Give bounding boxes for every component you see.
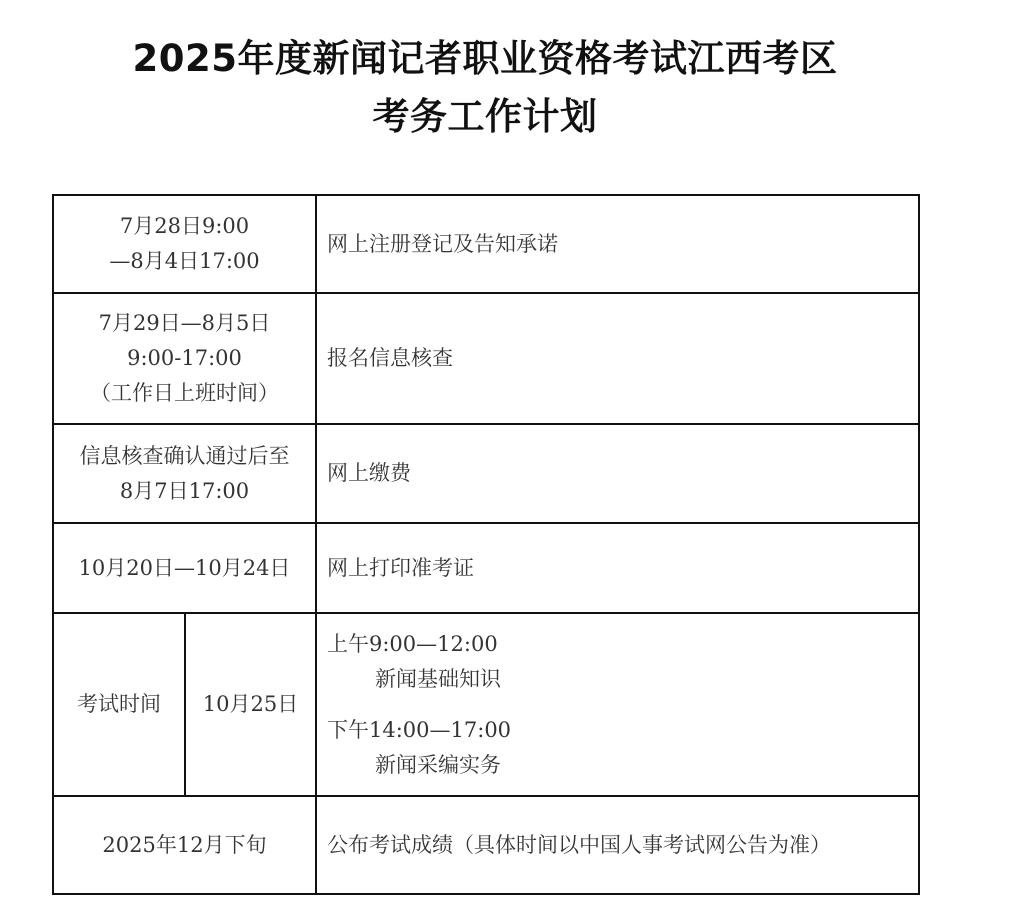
date-cell: 2025年12月下旬 [53, 796, 316, 894]
date-cell [53, 195, 316, 293]
date-line: 10月20日—10月24日 [78, 555, 291, 580]
table-row [53, 293, 919, 424]
session-time: 上午9:00—12:00 [327, 631, 498, 656]
date-line: （工作日上班时间） [90, 381, 279, 405]
event-cell: 网上缴费 [316, 424, 919, 523]
table-row [53, 195, 919, 293]
date-line: —8月4日17:00 [109, 249, 260, 273]
session-subject: 新闻采编实务 [375, 752, 501, 777]
date-cell [53, 424, 316, 523]
date-line: 信息核查确认通过后至 [79, 443, 290, 468]
session-time: 下午14:00—17:00 [327, 717, 512, 742]
exam-session-morning [327, 627, 908, 697]
table-row [53, 424, 919, 523]
exam-label-cell: 考试时间 [53, 613, 185, 796]
exam-date-cell: 10月25日 [185, 613, 316, 796]
table-row [53, 796, 919, 894]
date-line: 7月29日—8月5日 [98, 311, 271, 335]
event-cell: 公布考试成绩（具体时间以中国人事考试网公告为准） [316, 796, 919, 894]
event-cell: 报名信息核查 [316, 293, 919, 424]
date-line: 7月28日9:00 [119, 214, 250, 238]
exam-row [53, 613, 919, 796]
date-line: 9:00-17:00 [127, 346, 242, 370]
date-line: 8月7日17:00 [119, 478, 250, 503]
title-line-1: 2025年度新闻记者职业资格考试江西考区 [132, 37, 838, 80]
date-cell [53, 523, 316, 613]
document-title [0, 30, 970, 146]
event-cell: 网上注册登记及告知承诺 [316, 195, 919, 293]
date-cell [53, 293, 316, 424]
session-subject: 新闻基础知识 [375, 666, 501, 691]
exam-sessions-cell [316, 613, 919, 796]
table-row [53, 523, 919, 613]
event-cell: 网上打印准考证 [316, 523, 919, 613]
title-line-2: 考务工作计划 [372, 95, 598, 138]
schedule-table [52, 194, 920, 895]
exam-session-afternoon [327, 713, 908, 783]
